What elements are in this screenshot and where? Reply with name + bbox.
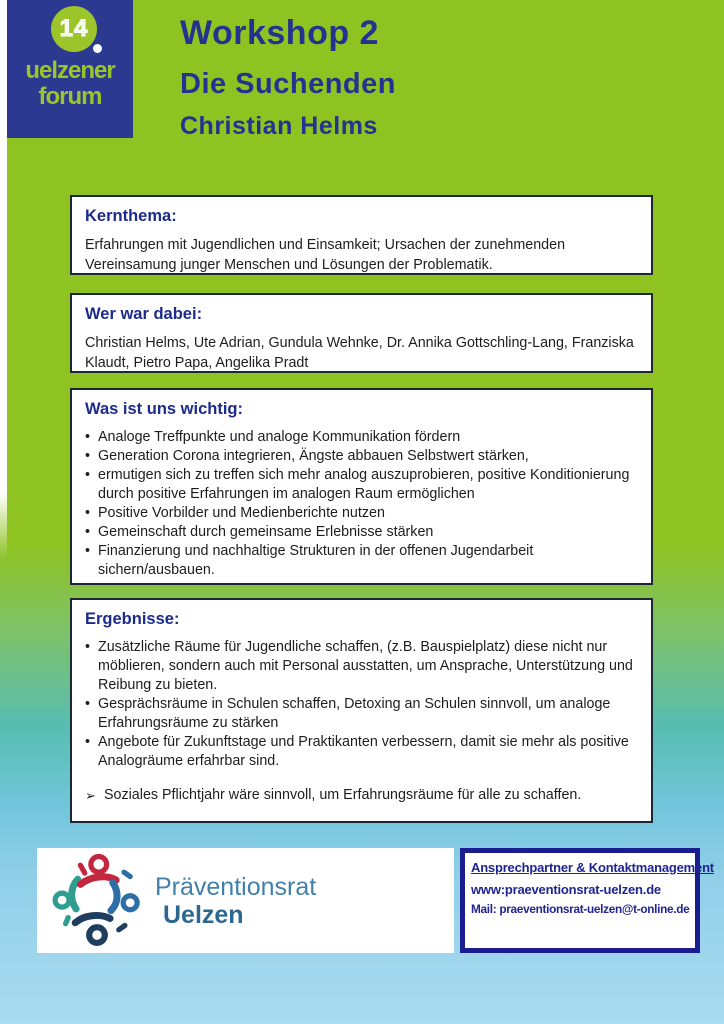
uelzener-forum-logo [7,0,133,138]
logo-word-forum: forum [38,83,102,111]
bullet-item: • Angebote für Zukunftstage und Praktikanten verbessern, damit sie mehr als positive Analogräume erfahrbar sind. [85,733,638,771]
arrow-note: ➢ Soziales Pflichtjahr wäre sinnvoll, um Erfahrungsräume für alle zu schaffen. [85,786,638,805]
section-body: Christian Helms, Ute Adrian, Gundula Wehnke, Dr. Annika Gottschling-Lang, Franziska Klaudt, Pietro Papa, Angelika Pradt [85,335,634,371]
bullet-item: • Analoge Treffpunkte und analoge Kommunikation fördern [85,428,638,447]
workshop-subtitle: Die Suchenden [180,68,396,100]
section-title: Was ist uns wichtig: [85,400,243,418]
bullet-list [85,428,638,580]
bullet-item: • Gesprächsräume in Schulen schaffen, Detoxing an Schulen sinnvoll, um analoge Erfahrungsräume zu stärken [85,695,638,733]
praeventionsrat-panel [37,848,454,953]
logo-wordmark [7,58,133,111]
section-title: Ergebnisse: [85,610,180,628]
bullet-item: • Finanzierung und nachhaltige Strukturen in der offenen Jugendarbeit sichern/ausbauen. [85,542,638,580]
bullet-item: • ermutigen sich zu treffen sich mehr analog auszuprobieren, positive Konditionierung durch positive Erfahrungen im analogen Raum ermöglichen [85,466,638,504]
section-wer-war-dabei [70,293,653,373]
bullet-item: • Positive Vorbilder und Medienberichte nutzen [85,504,638,523]
contact-email: Mail: praeventionsrat-uelzen@t-online.de [471,902,690,916]
section-title: Kernthema: [85,207,177,225]
org-name-line2: Uelzen [163,900,244,929]
presenter-name: Christian Helms [180,112,378,140]
org-name-line1: Präventionsrat [155,872,317,901]
section-body: Erfahrungen mit Jugendlichen und Einsamkeit; Ursachen der zunehmenden Vereinsamung junger Menschen und Lösungen der Problematik. [85,237,566,273]
section-was-ist-uns-wichtig [70,388,653,585]
badge-dot-icon [93,44,102,53]
section-kernthema [70,195,653,275]
badge-number: 14 [59,15,89,42]
contact-title: Ansprechpartner & Kontaktmanagement [471,860,714,875]
section-title: Wer war dabei: [85,305,203,323]
section-ergebnisse [70,598,653,823]
contact-panel [460,848,714,953]
org-name [155,873,316,929]
bullet-item: • Zusätzliche Räume für Jugendliche schaffen, (z.B. Bauspielplatz) diese nicht nur möblieren, sondern auch mit Personal ausstatten, um Ansprache, Unterstützung und Reibung zu bieten. [85,638,638,695]
bullet-item: • Generation Corona integrieren, Ängste abbauen Selbstwert stärken, [85,447,638,466]
contact-website: www:praeventionsrat-uelzen.de [471,882,661,897]
bullet-item: • Gemeinschaft durch gemeinsame Erlebnisse stärken [85,523,638,542]
praeventionsrat-logo-icon [49,853,145,949]
workshop-title: Workshop 2 [180,14,379,52]
bullet-list [85,638,638,771]
badge-14 [51,6,97,52]
scan-edge-strip [0,0,7,560]
logo-word-uelzener: uelzener [25,57,115,84]
